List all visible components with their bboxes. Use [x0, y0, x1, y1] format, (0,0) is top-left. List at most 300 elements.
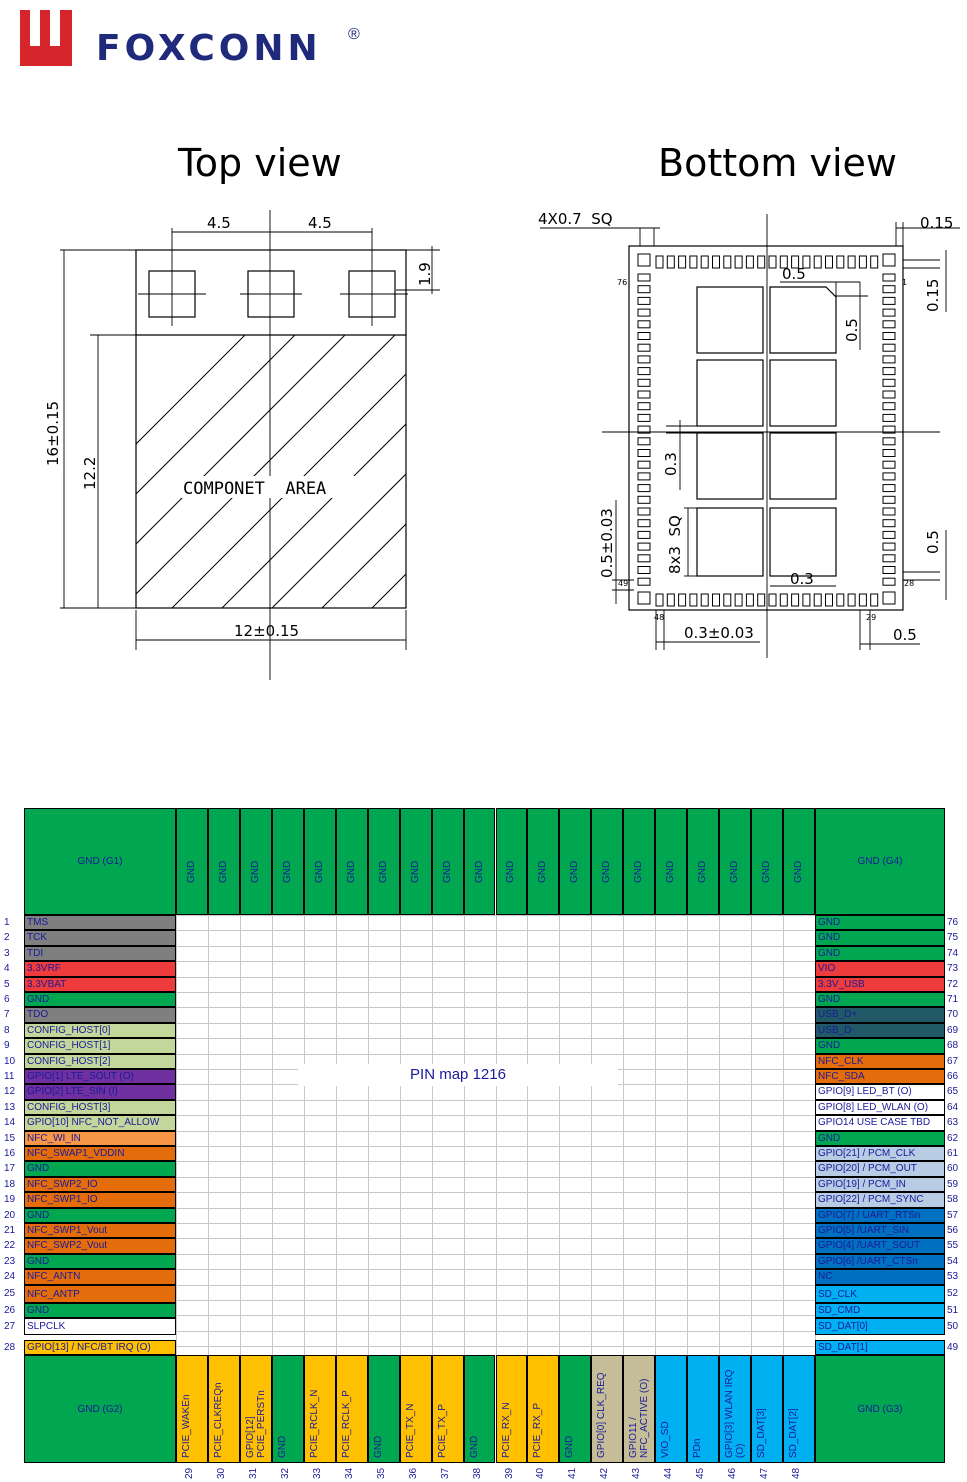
edge-pad: [724, 256, 731, 268]
edge-pad: [667, 594, 674, 606]
pin-number-text: 4: [4, 963, 10, 975]
top-gnd-label: GND: [793, 860, 805, 883]
dim-area-height: 12.2: [81, 456, 99, 490]
edge-pad: [638, 414, 650, 421]
edge-pad: [667, 256, 674, 268]
pin-map-title: [298, 1064, 618, 1086]
pin-number: [947, 961, 967, 976]
dim-015-a: 0.15: [920, 214, 954, 232]
edge-pad: [871, 256, 878, 268]
right-pin-cell: [815, 946, 945, 961]
left-pin-label: GPIO[1] LTE_SOUT (O): [27, 1071, 134, 1082]
left-pin-cell: [24, 946, 176, 961]
pin-number-text: 42: [599, 1467, 611, 1479]
pin-number: [947, 1254, 967, 1269]
edge-pad: [883, 450, 895, 457]
pin-number-text: 73: [947, 963, 959, 975]
top-gnd-column: [623, 808, 655, 915]
edge-pad: [883, 274, 895, 281]
edge-pad: [826, 594, 833, 606]
pin-number: [4, 1100, 24, 1115]
edge-pad: [814, 256, 821, 268]
edge-pad: [758, 256, 765, 268]
pin-number: [248, 1468, 259, 1479]
pin-number: [947, 1084, 967, 1099]
left-pin-cell: [24, 1007, 176, 1022]
pin-label-28: 28: [904, 579, 915, 588]
right-pin-cell: [815, 1238, 945, 1253]
pin-number-text: 58: [947, 1194, 959, 1206]
right-pin-cell: [815, 1223, 945, 1238]
grid-line-v: [400, 915, 401, 1363]
pin-number-text: 44: [663, 1467, 675, 1479]
pin-number-text: 3: [4, 947, 10, 959]
left-pin-label: TDO: [27, 1009, 49, 1021]
grid-line-v: [432, 915, 433, 1363]
edge-pad: [780, 594, 787, 606]
pin-number: [759, 1468, 770, 1479]
right-pin-cell: [815, 1115, 945, 1130]
pin-number: [4, 1318, 24, 1335]
pin-number-text: 47: [759, 1467, 771, 1479]
left-pin-label: GPIO[2] LTE_SIN (I): [27, 1086, 118, 1098]
pin-map-title-text: PIN map 1216: [410, 1066, 506, 1083]
pin-number-text: 37: [439, 1467, 451, 1479]
pin-number: [947, 1007, 967, 1022]
edge-pad: [883, 297, 895, 304]
bottom-pin-cell: [719, 1355, 751, 1463]
left-pin-label: NFC_SWP2_IO: [27, 1178, 98, 1190]
edge-pad: [690, 594, 697, 606]
right-pin-label: SD_CMD: [818, 1305, 861, 1316]
pin-number: [947, 1192, 967, 1207]
left-pin-cell: [24, 1177, 176, 1192]
bottom-pin-cell: [623, 1355, 655, 1463]
pin-number: [4, 1223, 24, 1238]
pin-number: [535, 1468, 546, 1479]
corner-pad: [883, 254, 895, 266]
edge-pad: [883, 438, 895, 445]
pin-number-text: 39: [503, 1467, 515, 1479]
dim-015-b: 0.15: [924, 278, 942, 312]
right-pin-label: GPIO14 USE CASE TBD: [818, 1117, 931, 1129]
pin-number: [947, 977, 967, 992]
left-pin-label: CONFIG_HOST[0]: [27, 1024, 111, 1036]
dim-05-side: 0.5: [924, 530, 942, 554]
grid-line-v: [496, 915, 497, 1363]
left-pin-cell: [24, 1131, 176, 1146]
dim-width: 12±0.15: [234, 622, 300, 640]
right-pin-cell: [815, 1007, 945, 1022]
pin-number-text: 64: [947, 1101, 959, 1113]
bottom-pin-cell: [655, 1355, 687, 1463]
pin-number-text: 7: [4, 1009, 10, 1021]
edge-pad: [859, 256, 866, 268]
top-gnd-column: [176, 808, 208, 915]
pin-number: [947, 1023, 967, 1038]
right-pin-cell: [815, 1038, 945, 1053]
edge-pad: [638, 356, 650, 363]
top-gnd-label: GND: [377, 860, 389, 883]
bottom-pin-cell: [464, 1355, 496, 1463]
edge-pad: [837, 594, 844, 606]
left-pin-label: SLPCLK: [27, 1321, 66, 1333]
pin-number-text: 62: [947, 1132, 959, 1144]
pin-number-text: 24: [4, 1271, 16, 1283]
pin-number: [947, 1177, 967, 1192]
grid-line-v: [687, 915, 688, 1363]
grid-line-v: [623, 915, 624, 1363]
left-pin-label: NFC_ANTN: [27, 1271, 81, 1283]
pin-number: [504, 1468, 515, 1479]
edge-pad: [883, 508, 895, 515]
edge-pad: [735, 594, 742, 606]
edge-pad: [638, 508, 650, 515]
edge-pad: [792, 594, 799, 606]
edge-pad: [638, 391, 650, 398]
right-pin-cell: [815, 1069, 945, 1084]
pin-number: [440, 1468, 451, 1479]
pin-number-text: 53: [947, 1271, 959, 1283]
left-pin-label: CONFIG_HOST[2]: [27, 1055, 111, 1067]
edge-pad: [848, 594, 855, 606]
edge-pad: [883, 309, 895, 316]
left-pin-cell: [24, 992, 176, 1007]
pin-number: [947, 1146, 967, 1161]
right-pin-label: SD_CLK: [818, 1288, 857, 1300]
left-pin-cell: [24, 1318, 176, 1335]
edge-pad: [859, 594, 866, 606]
right-pin-cell: [815, 1161, 945, 1176]
edge-pad: [746, 594, 753, 606]
edge-pad: [638, 403, 650, 410]
gnd-block-g1: [24, 808, 176, 915]
edge-pad: [883, 496, 895, 503]
right-pin-label: GND: [818, 994, 841, 1005]
edge-pad: [638, 485, 650, 492]
right-pin-cell: [815, 1303, 945, 1318]
grid-line-v: [336, 915, 337, 1363]
pin-number: [376, 1468, 387, 1479]
pin-number: [4, 1177, 24, 1192]
grid-line-v: [559, 915, 560, 1363]
edge-pad: [638, 531, 650, 538]
edge-pad: [883, 555, 895, 562]
pin-number: [4, 1146, 24, 1161]
pin-number: [947, 1069, 967, 1084]
edge-pad: [848, 256, 855, 268]
left-pin-cell: [24, 961, 176, 976]
grid-line-v: [368, 915, 369, 1363]
pin-number-text: 25: [4, 1287, 16, 1299]
right-pin-cell: [815, 915, 945, 930]
bottom-pin-cell: [527, 1355, 559, 1463]
grid-line-v: [655, 915, 656, 1363]
top-gnd-column: [719, 808, 751, 915]
right-pin-cell: [815, 1084, 945, 1099]
edge-pad: [826, 256, 833, 268]
left-pin-label: GND: [27, 1163, 50, 1175]
grid-line-v: [527, 915, 528, 1363]
pin-number-text: 55: [947, 1240, 959, 1252]
left-pin-cell: [24, 1223, 176, 1238]
dim-8x3: 8x3 SQ: [666, 515, 684, 574]
top-gnd-column: [336, 808, 368, 915]
edge-pad: [883, 520, 895, 527]
edge-pad: [883, 368, 895, 375]
pin-number: [4, 946, 24, 961]
right-pin-cell: [815, 1131, 945, 1146]
dim-03-gap: 0.3: [662, 452, 680, 476]
right-pin-label: GPIO[8] LED_WLAN (O): [818, 1101, 929, 1113]
edge-pad: [638, 286, 650, 293]
grid-line-v: [176, 915, 177, 1363]
pin-number: [4, 1340, 24, 1355]
pin-number-text: 54: [947, 1255, 959, 1267]
left-pin-label: GPIO[10] NFC_NOT_ALLOW: [27, 1117, 160, 1129]
dim-03-bottom: 0.3: [790, 570, 814, 588]
pin-number: [280, 1468, 291, 1479]
edge-pad: [638, 473, 650, 480]
top-gnd-column: [559, 808, 591, 915]
left-pin-label: TCK: [27, 932, 47, 944]
left-pin-cell: [24, 1100, 176, 1115]
pin-number: [4, 1208, 24, 1223]
pin-number: [947, 1269, 967, 1284]
pin-number-text: 8: [4, 1024, 10, 1036]
pin-number-text: 29: [184, 1467, 195, 1479]
edge-pad: [638, 578, 650, 585]
top-gnd-label: GND: [569, 860, 581, 883]
right-pin-cell: [815, 1285, 945, 1303]
right-pin-label: GND: [818, 1132, 841, 1144]
left-pin-label: NFC_SWAP1_VDDIN: [27, 1148, 125, 1159]
pin-number-text: 15: [4, 1132, 16, 1144]
pin-label-49: 49: [618, 579, 629, 588]
grid-line-v: [208, 915, 209, 1363]
left-pin-label: NFC_ANTP: [27, 1288, 80, 1300]
top-gnd-label: GND: [601, 860, 613, 883]
dim-05-top: 0.5: [782, 265, 806, 283]
pin-number: [344, 1468, 355, 1479]
right-pin-cell: [815, 1100, 945, 1115]
pin-number-text: 5: [4, 978, 10, 990]
dim-pad-height: 1.9: [416, 262, 434, 286]
left-pin-cell: [24, 977, 176, 992]
bottom-pin-cell: [591, 1355, 623, 1463]
top-gnd-column: [591, 808, 623, 915]
top-gnd-label: GND: [185, 860, 197, 883]
pin-number-text: 56: [947, 1225, 959, 1236]
top-gnd-label: GND: [473, 860, 485, 883]
pin-number-text: 21: [4, 1225, 16, 1236]
right-pin-cell: [815, 977, 945, 992]
top-view-title: Top view: [178, 141, 342, 185]
pin-number-text: 19: [4, 1194, 16, 1206]
right-pin-label: 3.3V_USB: [818, 978, 865, 990]
left-pin-label: GND: [27, 1209, 50, 1221]
gnd-block-g2: [24, 1355, 176, 1463]
pin-number: [947, 1303, 967, 1318]
top-gnd-label: GND: [281, 860, 293, 883]
edge-pad: [638, 379, 650, 386]
pin-number: [4, 1303, 24, 1318]
pin-number: [663, 1468, 674, 1479]
pin-number: [4, 961, 24, 976]
pin-number-text: 65: [947, 1086, 959, 1098]
edge-pad: [883, 567, 895, 574]
edge-pad: [883, 461, 895, 468]
edge-pad: [690, 256, 697, 268]
pin-number-text: 38: [471, 1467, 483, 1479]
pin-number-text: 2: [4, 932, 10, 944]
top-gnd-column: [687, 808, 719, 915]
pin-number: [695, 1468, 706, 1479]
pin-number-text: 60: [947, 1163, 959, 1175]
pin-number-text: 6: [4, 994, 10, 1005]
pin-number-text: 34: [343, 1467, 355, 1479]
registered-mark: ®: [348, 26, 360, 43]
left-pin-label: NFC_SWP2_Vout: [27, 1240, 108, 1252]
pin-number-text: 66: [947, 1071, 959, 1082]
pin-number-text: 45: [695, 1467, 707, 1479]
pin-number: [791, 1468, 802, 1479]
pin-number: [947, 1161, 967, 1176]
right-pin-label: GND: [818, 917, 841, 928]
pin-number: [947, 915, 967, 930]
right-pin-label: GPIO[6] /UART_CTSn: [818, 1255, 918, 1267]
gnd-block-g4: [815, 808, 945, 915]
edge-pad: [713, 594, 720, 606]
pin-number: [4, 1254, 24, 1269]
edge-pad: [883, 379, 895, 386]
top-gnd-label: GND: [729, 860, 741, 883]
left-pin-cell: [24, 1238, 176, 1253]
gnd-block-label: GND (G3): [857, 1403, 903, 1415]
edge-pad: [679, 256, 686, 268]
pin-number: [947, 1100, 967, 1115]
pin-number: [727, 1468, 738, 1479]
pin-label-1: 1: [902, 278, 908, 287]
gnd-block-label: GND (G2): [77, 1403, 123, 1415]
right-pin-label: NFC_CLK: [818, 1055, 864, 1067]
corner-pad: [883, 592, 895, 604]
pin-number-text: 26: [4, 1305, 16, 1316]
pin-number: [4, 1269, 24, 1284]
pin-number-text: 16: [4, 1148, 16, 1159]
edge-pad: [883, 403, 895, 410]
left-pin-label: 3.3VRF: [27, 963, 61, 975]
edge-pad: [883, 391, 895, 398]
right-pin-cell: [815, 992, 945, 1007]
pin-number-text: 28: [4, 1341, 16, 1353]
right-pin-label: GPIO[4] /UART_SOUT: [818, 1240, 921, 1252]
dim-pad-spacing-b: 4.5: [308, 214, 332, 232]
bottom-pin-cell: [751, 1355, 783, 1463]
pin-number-text: 11: [4, 1071, 15, 1082]
edge-pad: [638, 555, 650, 562]
left-pin-label: GND: [27, 1255, 50, 1267]
top-gnd-column: [464, 808, 496, 915]
pin-number-text: 32: [279, 1467, 291, 1479]
top-gnd-column: [272, 808, 304, 915]
pin-number: [947, 1340, 967, 1355]
edge-pad: [883, 578, 895, 585]
dim-pitch-v: 0.5±0.03: [598, 508, 616, 578]
grid-line-v: [464, 915, 465, 1363]
right-pin-cell: [815, 1192, 945, 1207]
pin-number: [184, 1468, 195, 1479]
pin-number-text: 35: [375, 1467, 387, 1479]
right-pin-label: GND: [818, 1040, 841, 1052]
right-pin-cell: [815, 1146, 945, 1161]
top-gnd-column: [304, 808, 336, 915]
pin-number-text: 70: [947, 1009, 959, 1021]
pin-number: [4, 1192, 24, 1207]
right-pin-label: GPIO[19] / PCM_IN: [818, 1178, 906, 1190]
grid-line-v: [272, 915, 273, 1363]
pin-number: [947, 1131, 967, 1146]
pin-number-text: 36: [407, 1467, 419, 1479]
pin-map-grid: [176, 915, 815, 1363]
edge-pad: [638, 567, 650, 574]
pin-number: [4, 1023, 24, 1038]
pin-number: [4, 1131, 24, 1146]
edge-pad: [638, 543, 650, 550]
top-gnd-label: GND: [249, 860, 261, 883]
pin-number: [947, 992, 967, 1007]
grid-line-v: [240, 915, 241, 1363]
top-gnd-column: [240, 808, 272, 915]
pin-number-text: 46: [727, 1467, 739, 1479]
edge-pad: [638, 344, 650, 351]
pin-number: [4, 930, 24, 945]
top-gnd-column: [527, 808, 559, 915]
top-gnd-label: GND: [409, 860, 421, 883]
left-pin-label: GND: [27, 994, 50, 1005]
pin-number: [4, 1054, 24, 1069]
left-pin-cell: [24, 915, 176, 930]
edge-pad: [638, 274, 650, 281]
left-pin-cell: [24, 1023, 176, 1038]
right-pin-label: GPIO[21] / PCM_CLK: [818, 1148, 916, 1159]
component-area-label: COMPONET AREA: [183, 479, 327, 499]
right-pin-label: NC: [818, 1271, 833, 1283]
top-gnd-column: [655, 808, 687, 915]
pin-number: [4, 1238, 24, 1253]
bottom-pin-cell: [368, 1355, 400, 1463]
bottom-pin-cell: [783, 1355, 815, 1463]
corner-pad: [638, 254, 650, 266]
pin-number: [408, 1468, 419, 1479]
pin-number-text: 51: [947, 1305, 959, 1316]
pin-number: [947, 1223, 967, 1238]
top-gnd-label: GND: [665, 860, 677, 883]
gnd-block-label: GND (G1): [77, 856, 123, 867]
edge-pad: [638, 438, 650, 445]
edge-pad: [758, 594, 765, 606]
pin-number: [947, 1318, 967, 1335]
pin-number-text: 20: [4, 1209, 16, 1221]
pin-number-text: 71: [947, 994, 959, 1005]
dim-pitch-h: 0.3±0.03: [684, 624, 754, 642]
bottom-pin-cell: [687, 1355, 719, 1463]
pin-number-text: 12: [4, 1086, 16, 1098]
right-pin-label: GPIO[5] /UART_SIN: [818, 1225, 909, 1236]
edge-pad: [656, 594, 663, 606]
edge-pad: [724, 594, 731, 606]
corner-pad: [638, 592, 650, 604]
